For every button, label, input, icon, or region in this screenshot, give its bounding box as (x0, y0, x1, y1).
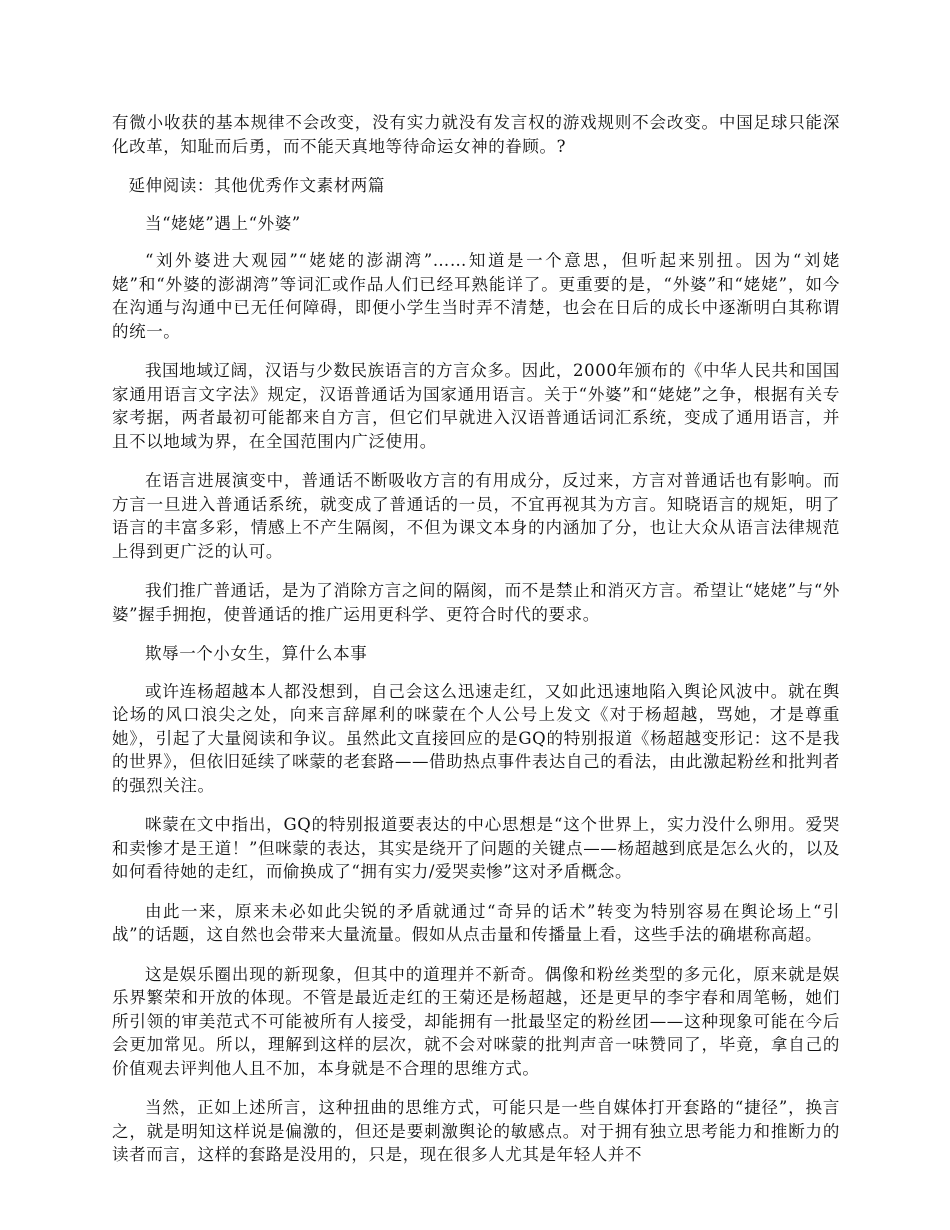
paragraph: 这是娱乐圈出现的新现象，但其中的道理并不新奇。偶像和粉丝类型的多元化，原来就是娱乐界繁荣和开放的体现。不管是最近走红的王菊还是杨超越，还是更早的李宇春和周笔畅，她们所引领的审美范式不可能被所有人接受，却能拥有一批最坚定的粉丝团——这种现象可能在今后会更加常见。所以，理解到这样的层次，就不会对咪蒙的批判声音一味赞同了，毕竟，拿自己的价值观去评判他人且不加，本身就是不合理的思维方式。 (112, 964, 840, 1078)
paragraph-intro-continuation: 有微小收获的基本规律不会改变，没有实力就没有发言权的游戏规则不会改变。中国足球只能深化改革，知耻而后勇，而不能天真地等待命运女神的眷顾。? (112, 113, 840, 156)
paragraph: 咪蒙在文中指出，GQ的特别报道要表达的中心思想是“这个世界上，实力没什么卵用。爱哭和卖惨才是王道！”但咪蒙的表达，其实是绕开了问题的关键点——杨超越到底是怎么火的，以及如何看待她的走红，而偷换成了“拥有实力/爱哭卖惨”这对矛盾概念。 (112, 815, 840, 881)
paragraph: 由此一来，原来未必如此尖锐的矛盾就通过“奇异的话术”转变为特别容易在舆论场上“引战”的话题，这自然也会带来大量流量。假如从点击量和传播量上看，这些手法的确堪称高超。 (112, 901, 840, 944)
essay-title-laolao-waipo: 当“姥姥”遇上“外婆” (145, 213, 301, 233)
essay-title-bullying: 欺辱一个小女生，算什么本事 (145, 644, 368, 663)
paragraph: 在语言进展演变中，普通话不断吸收方言的有用成分，反过来，方言对普通话也有影响。而方言一旦进入普通话系统，就变成了普通话的一员，不宜再视其为方言。知晓语言的规矩，明了语言的丰富多彩，情感上不产生隔阂，不但为课文本身的内涵加了分，也让大众从语言法律规范上得到更广泛的认可。 (112, 471, 840, 561)
paragraph: 我们推广普通话，是为了消除方言之间的隔阂，而不是禁止和消灭方言。希望让“姥姥”与“外婆”握手拥抱，使普通话的推广运用更科学、更符合时代的要求。 (112, 581, 840, 624)
document-page (112, 111, 840, 1183)
paragraph: 或许连杨超越本人都没想到，自己会这么迅速走红，又如此迅速地陷入舆论风波中。就在舆论场的风口浪尖之处，向来言辞犀利的咪蒙在个人公号上发文《对于杨超越，骂她，才是尊重她》，引起了大量阅读和争议。虽然此文直接回应的是GQ的特别报道《杨超越变形记：这不是我的世界》，但依旧延续了咪蒙的老套路——借助热点事件表达自己的看法，由此激起粉丝和批判者的强烈关注。 (112, 681, 840, 795)
section-heading-extended-reading: 延伸阅读：其他优秀作文素材两篇 (128, 176, 385, 195)
paragraph: 当然，正如上述所言，这种扭曲的思维方式，可能只是一些自媒体打开套路的“捷径”，换言之，就是明知这样说是偏激的，但还是要刺激舆论的敏感点。对于拥有独立思考能力和推断力的读者而言，这样的套路是没用的，只是，现在很多人尤其是年轻人并不 (112, 1098, 840, 1164)
paragraph: 我国地域辽阔，汉语与少数民族语言的方言众多。因此，2000年颁布的《中华人民共和国国家通用语言文字法》规定，汉语普通话为国家通用语言。关于“外婆”和“姥姥”之争，根据有关专家考据，两者最初可能都来自方言，但它们早就进入汉语普通话词汇系统，变成了通用语言，并且不以地域为界，在全国范围内广泛使用。 (112, 361, 840, 451)
paragraph: “刘外婆进大观园”“姥姥的澎湖湾”……知道是一个意思，但听起来别扭。因为“刘姥姥”和“外婆的澎湖湾”等词汇或作品人们已经耳熟能详了。更重要的是，“外婆”和“姥姥”，如今在沟通与沟通中已无任何障碍，即便小学生当时弄不清楚，也会在日后的成长中逐渐明白其称谓的统一。 (112, 251, 840, 341)
